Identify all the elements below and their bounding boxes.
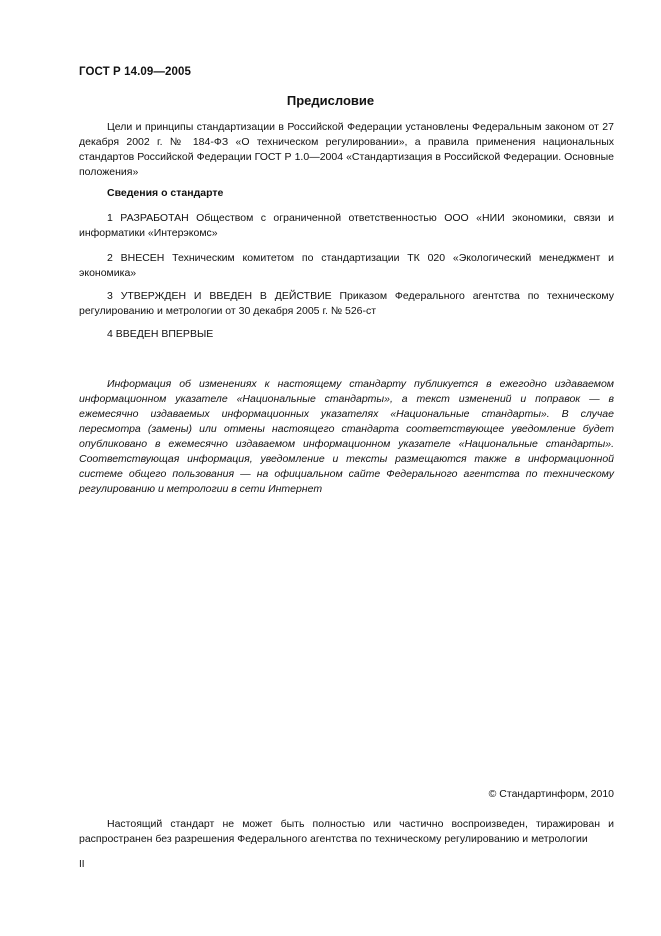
- intro-paragraph: Цели и принципы стандартизации в Российской Федерации установлены Федеральным законом от 27 декабря 2002 г. № 184-ФЗ «О техническом регулировании», а правила применения национальных стандартов Российской Федерации ГОСТ Р 1.0—2004 «Стандартизация в Российской Федерации. Основные положения»: [79, 121, 614, 178]
- page-title: Предисловие: [286, 93, 375, 108]
- document-id-header: ГОСТ Р 14.09—2005: [79, 66, 191, 78]
- copyright-notice: © Стандартинформ, 2010: [488, 788, 614, 800]
- standard-info-heading: Сведения о стандарте: [107, 187, 224, 199]
- standard-info-item-4: 4 ВВЕДЕН ВПЕРВЫЕ: [107, 328, 214, 340]
- page-number: II: [79, 859, 85, 870]
- changes-info-paragraph: Информация об изменениях к настоящему стандарту публикуется в ежегодно издаваемом информационном указателе «Национальные стандарты», а текст изменений и поправок — в ежемесячно издаваемых информационных указателях «Национальные стандарты». В случае пересмотра (замены) или отмены настоящего стандарта соответствующее уведомление будет опубликовано в ежемесячно издаваемом информационном указателе «Национальные стандарты». Соответствующая информация, уведомление и тексты размещаются также в информационной системе общего пользования — на официальном сайте Федерального агентства по техническому регулированию и метрологии в сети Интернет: [79, 378, 614, 495]
- standard-info-item-2: 2 ВНЕСЕН Техническим комитетом по стандартизации ТК 020 «Экологический менеджмент и экономика»: [79, 252, 614, 279]
- reproduction-notice: Настоящий стандарт не может быть полностью или частично воспроизведен, тиражирован и распространен без разрешения Федерального агентства по техническому регулированию и метрологии: [79, 818, 614, 845]
- standard-info-item-1: 1 РАЗРАБОТАН Обществом с ограниченной ответственностью ООО «НИИ экономики, связи и информатики «Интерэкомс»: [79, 212, 614, 239]
- standard-info-item-3: 3 УТВЕРЖДЕН И ВВЕДЕН В ДЕЙСТВИЕ Приказом Федерального агентства по техническому регулированию и метрологии от 30 декабря 2005 г. № 526-ст: [79, 290, 614, 317]
